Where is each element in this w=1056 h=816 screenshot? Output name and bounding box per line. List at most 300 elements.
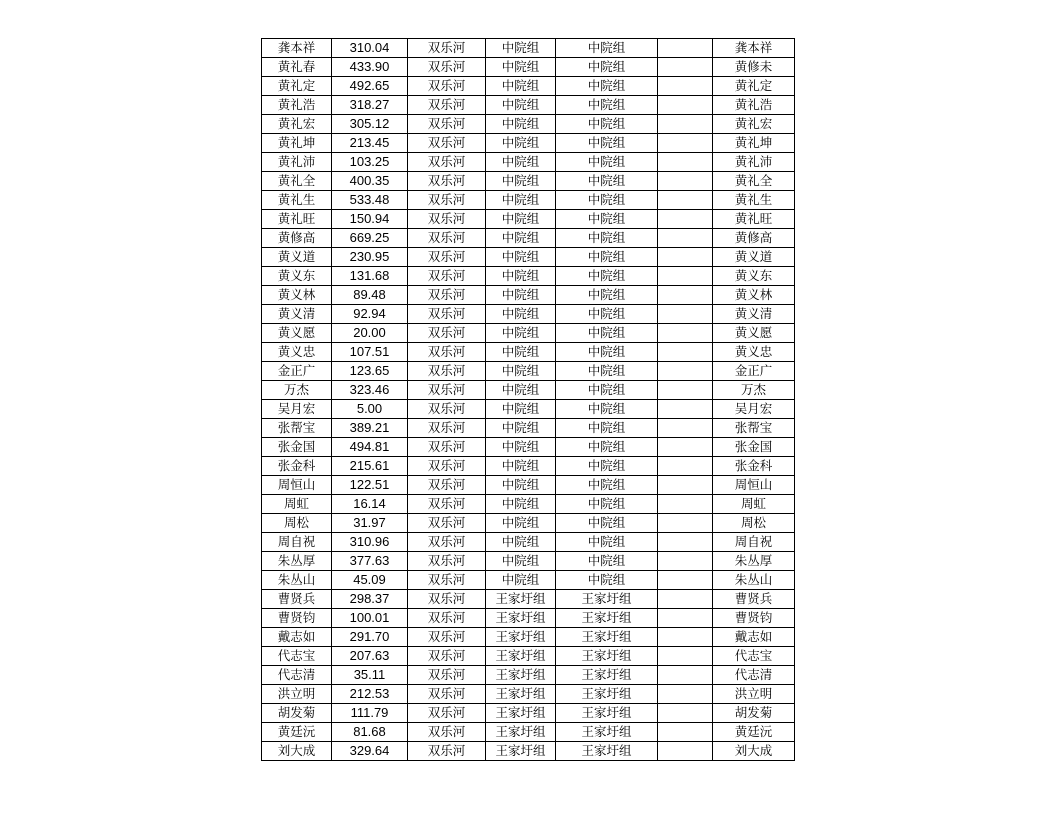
village-cell: 双乐河 xyxy=(408,267,486,286)
owner-cell: 黄礼全 xyxy=(713,172,795,191)
village-cell: 双乐河 xyxy=(408,742,486,761)
table-body xyxy=(262,39,795,761)
owner-cell: 代志清 xyxy=(713,666,795,685)
village-cell: 双乐河 xyxy=(408,533,486,552)
group2-cell: 中院组 xyxy=(556,77,658,96)
name-cell: 吴月宏 xyxy=(262,400,332,419)
area-cell: 215.61 xyxy=(332,457,408,476)
group-cell: 中院组 xyxy=(486,495,556,514)
area-cell: 310.96 xyxy=(332,533,408,552)
group2-cell: 中院组 xyxy=(556,438,658,457)
area-cell: 669.25 xyxy=(332,229,408,248)
owner-cell: 万杰 xyxy=(713,381,795,400)
village-cell: 双乐河 xyxy=(408,248,486,267)
village-cell: 双乐河 xyxy=(408,153,486,172)
table-row xyxy=(262,457,795,476)
group2-cell: 中院组 xyxy=(556,115,658,134)
blank-cell xyxy=(658,438,713,457)
village-cell: 双乐河 xyxy=(408,552,486,571)
owner-cell: 洪立明 xyxy=(713,685,795,704)
owner-cell: 周松 xyxy=(713,514,795,533)
group-cell: 中院组 xyxy=(486,39,556,58)
area-cell: 377.63 xyxy=(332,552,408,571)
village-cell: 双乐河 xyxy=(408,704,486,723)
name-cell: 周恒山 xyxy=(262,476,332,495)
blank-cell xyxy=(658,590,713,609)
area-cell: 5.00 xyxy=(332,400,408,419)
blank-cell xyxy=(658,723,713,742)
group2-cell: 中院组 xyxy=(556,571,658,590)
village-cell: 双乐河 xyxy=(408,115,486,134)
blank-cell xyxy=(658,153,713,172)
blank-cell xyxy=(658,362,713,381)
table-row xyxy=(262,723,795,742)
blank-cell xyxy=(658,267,713,286)
owner-cell: 黄礼定 xyxy=(713,77,795,96)
group-cell: 中院组 xyxy=(486,362,556,381)
group-cell: 中院组 xyxy=(486,286,556,305)
blank-cell xyxy=(658,210,713,229)
group-cell: 中院组 xyxy=(486,134,556,153)
owner-cell: 黄义道 xyxy=(713,248,795,267)
group2-cell: 中院组 xyxy=(556,381,658,400)
owner-cell: 胡发菊 xyxy=(713,704,795,723)
owner-cell: 周自祝 xyxy=(713,533,795,552)
blank-cell xyxy=(658,286,713,305)
village-cell: 双乐河 xyxy=(408,172,486,191)
blank-cell xyxy=(658,742,713,761)
group-cell: 王家圩组 xyxy=(486,647,556,666)
area-cell: 92.94 xyxy=(332,305,408,324)
village-cell: 双乐河 xyxy=(408,362,486,381)
name-cell: 黄礼旺 xyxy=(262,210,332,229)
group2-cell: 中院组 xyxy=(556,134,658,153)
group-cell: 中院组 xyxy=(486,343,556,362)
group2-cell: 中院组 xyxy=(556,96,658,115)
group2-cell: 王家圩组 xyxy=(556,742,658,761)
village-cell: 双乐河 xyxy=(408,96,486,115)
owner-cell: 黄礼旺 xyxy=(713,210,795,229)
owner-cell: 戴志如 xyxy=(713,628,795,647)
owner-cell: 代志宝 xyxy=(713,647,795,666)
village-cell: 双乐河 xyxy=(408,134,486,153)
name-cell: 黄义道 xyxy=(262,248,332,267)
group-cell: 中院组 xyxy=(486,324,556,343)
table-row xyxy=(262,742,795,761)
name-cell: 代志宝 xyxy=(262,647,332,666)
area-cell: 323.46 xyxy=(332,381,408,400)
table-row xyxy=(262,514,795,533)
name-cell: 黄礼定 xyxy=(262,77,332,96)
blank-cell xyxy=(658,248,713,267)
name-cell: 黄礼全 xyxy=(262,172,332,191)
area-cell: 305.12 xyxy=(332,115,408,134)
group-cell: 中院组 xyxy=(486,438,556,457)
village-cell: 双乐河 xyxy=(408,457,486,476)
name-cell: 黄义忠 xyxy=(262,343,332,362)
name-cell: 黄修高 xyxy=(262,229,332,248)
blank-cell xyxy=(658,134,713,153)
area-cell: 318.27 xyxy=(332,96,408,115)
village-cell: 双乐河 xyxy=(408,666,486,685)
table-row xyxy=(262,533,795,552)
area-cell: 291.70 xyxy=(332,628,408,647)
owner-cell: 张金科 xyxy=(713,457,795,476)
table-row xyxy=(262,609,795,628)
name-cell: 黄礼坤 xyxy=(262,134,332,153)
owner-cell: 黄礼坤 xyxy=(713,134,795,153)
group2-cell: 中院组 xyxy=(556,229,658,248)
group-cell: 王家圩组 xyxy=(486,685,556,704)
blank-cell xyxy=(658,115,713,134)
table-row xyxy=(262,172,795,191)
group2-cell: 中院组 xyxy=(556,153,658,172)
area-cell: 100.01 xyxy=(332,609,408,628)
area-cell: 230.95 xyxy=(332,248,408,267)
table-row xyxy=(262,248,795,267)
area-cell: 111.79 xyxy=(332,704,408,723)
area-cell: 131.68 xyxy=(332,267,408,286)
area-cell: 212.53 xyxy=(332,685,408,704)
name-cell: 龚本祥 xyxy=(262,39,332,58)
name-cell: 黄义林 xyxy=(262,286,332,305)
group-cell: 王家圩组 xyxy=(486,742,556,761)
area-cell: 400.35 xyxy=(332,172,408,191)
village-cell: 双乐河 xyxy=(408,229,486,248)
group-cell: 王家圩组 xyxy=(486,628,556,647)
group-cell: 中院组 xyxy=(486,571,556,590)
owner-cell: 曹贤兵 xyxy=(713,590,795,609)
blank-cell xyxy=(658,552,713,571)
owner-cell: 黄礼浩 xyxy=(713,96,795,115)
village-cell: 双乐河 xyxy=(408,77,486,96)
owner-cell: 黄修高 xyxy=(713,229,795,248)
group2-cell: 中院组 xyxy=(556,476,658,495)
blank-cell xyxy=(658,419,713,438)
village-cell: 双乐河 xyxy=(408,343,486,362)
area-cell: 107.51 xyxy=(332,343,408,362)
group2-cell: 王家圩组 xyxy=(556,609,658,628)
table-row xyxy=(262,115,795,134)
group2-cell: 中院组 xyxy=(556,552,658,571)
group2-cell: 中院组 xyxy=(556,248,658,267)
group2-cell: 中院组 xyxy=(556,533,658,552)
village-cell: 双乐河 xyxy=(408,286,486,305)
village-cell: 双乐河 xyxy=(408,305,486,324)
group-cell: 中院组 xyxy=(486,229,556,248)
area-cell: 31.97 xyxy=(332,514,408,533)
table-row xyxy=(262,704,795,723)
name-cell: 朱丛厚 xyxy=(262,552,332,571)
group2-cell: 中院组 xyxy=(556,286,658,305)
area-cell: 329.64 xyxy=(332,742,408,761)
group2-cell: 王家圩组 xyxy=(556,628,658,647)
table-row xyxy=(262,153,795,172)
table-row xyxy=(262,400,795,419)
table-row xyxy=(262,666,795,685)
name-cell: 万杰 xyxy=(262,381,332,400)
area-cell: 492.65 xyxy=(332,77,408,96)
area-cell: 16.14 xyxy=(332,495,408,514)
group-cell: 中院组 xyxy=(486,77,556,96)
area-cell: 207.63 xyxy=(332,647,408,666)
table-row xyxy=(262,96,795,115)
table-row xyxy=(262,343,795,362)
village-cell: 双乐河 xyxy=(408,609,486,628)
village-cell: 双乐河 xyxy=(408,590,486,609)
area-cell: 213.45 xyxy=(332,134,408,153)
owner-cell: 黄修未 xyxy=(713,58,795,77)
owner-cell: 黄义忠 xyxy=(713,343,795,362)
name-cell: 朱丛山 xyxy=(262,571,332,590)
blank-cell xyxy=(658,229,713,248)
group2-cell: 中院组 xyxy=(556,305,658,324)
blank-cell xyxy=(658,533,713,552)
group-cell: 中院组 xyxy=(486,153,556,172)
group2-cell: 中院组 xyxy=(556,457,658,476)
blank-cell xyxy=(658,495,713,514)
area-cell: 20.00 xyxy=(332,324,408,343)
name-cell: 黄礼沛 xyxy=(262,153,332,172)
table-row xyxy=(262,419,795,438)
group2-cell: 中院组 xyxy=(556,362,658,381)
name-cell: 曹贤兵 xyxy=(262,590,332,609)
blank-cell xyxy=(658,381,713,400)
area-cell: 298.37 xyxy=(332,590,408,609)
group-cell: 王家圩组 xyxy=(486,590,556,609)
group2-cell: 中院组 xyxy=(556,495,658,514)
group-cell: 王家圩组 xyxy=(486,723,556,742)
table-row xyxy=(262,590,795,609)
village-cell: 双乐河 xyxy=(408,191,486,210)
name-cell: 刘大成 xyxy=(262,742,332,761)
group-cell: 中院组 xyxy=(486,96,556,115)
area-cell: 533.48 xyxy=(332,191,408,210)
group2-cell: 王家圩组 xyxy=(556,590,658,609)
name-cell: 黄义东 xyxy=(262,267,332,286)
name-cell: 黄义愿 xyxy=(262,324,332,343)
blank-cell xyxy=(658,96,713,115)
owner-cell: 朱丛厚 xyxy=(713,552,795,571)
village-cell: 双乐河 xyxy=(408,210,486,229)
blank-cell xyxy=(658,400,713,419)
name-cell: 张金科 xyxy=(262,457,332,476)
table-row xyxy=(262,476,795,495)
group-cell: 中院组 xyxy=(486,514,556,533)
group2-cell: 王家圩组 xyxy=(556,723,658,742)
area-cell: 494.81 xyxy=(332,438,408,457)
group-cell: 中院组 xyxy=(486,457,556,476)
owner-cell: 周恒山 xyxy=(713,476,795,495)
table-row xyxy=(262,571,795,590)
village-cell: 双乐河 xyxy=(408,438,486,457)
table-row xyxy=(262,495,795,514)
owner-cell: 金正广 xyxy=(713,362,795,381)
group2-cell: 中院组 xyxy=(556,267,658,286)
blank-cell xyxy=(658,628,713,647)
name-cell: 曹贤钧 xyxy=(262,609,332,628)
owner-cell: 龚本祥 xyxy=(713,39,795,58)
area-cell: 310.04 xyxy=(332,39,408,58)
blank-cell xyxy=(658,77,713,96)
village-cell: 双乐河 xyxy=(408,381,486,400)
name-cell: 胡发菊 xyxy=(262,704,332,723)
name-cell: 黄廷沅 xyxy=(262,723,332,742)
group2-cell: 中院组 xyxy=(556,343,658,362)
group2-cell: 王家圩组 xyxy=(556,704,658,723)
group-cell: 中院组 xyxy=(486,115,556,134)
name-cell: 周虹 xyxy=(262,495,332,514)
group-cell: 王家圩组 xyxy=(486,609,556,628)
group-cell: 中院组 xyxy=(486,305,556,324)
area-cell: 123.65 xyxy=(332,362,408,381)
group-cell: 中院组 xyxy=(486,552,556,571)
village-cell: 双乐河 xyxy=(408,628,486,647)
group2-cell: 王家圩组 xyxy=(556,666,658,685)
blank-cell xyxy=(658,457,713,476)
group-cell: 中院组 xyxy=(486,248,556,267)
table-row xyxy=(262,77,795,96)
group-cell: 中院组 xyxy=(486,381,556,400)
area-cell: 389.21 xyxy=(332,419,408,438)
name-cell: 周自祝 xyxy=(262,533,332,552)
village-cell: 双乐河 xyxy=(408,571,486,590)
blank-cell xyxy=(658,172,713,191)
village-cell: 双乐河 xyxy=(408,647,486,666)
group-cell: 中院组 xyxy=(486,210,556,229)
blank-cell xyxy=(658,476,713,495)
name-cell: 张帮宝 xyxy=(262,419,332,438)
name-cell: 洪立明 xyxy=(262,685,332,704)
name-cell: 黄礼浩 xyxy=(262,96,332,115)
group-cell: 中院组 xyxy=(486,476,556,495)
owner-cell: 曹贤钧 xyxy=(713,609,795,628)
village-cell: 双乐河 xyxy=(408,39,486,58)
village-cell: 双乐河 xyxy=(408,685,486,704)
owner-cell: 朱丛山 xyxy=(713,571,795,590)
blank-cell xyxy=(658,571,713,590)
village-cell: 双乐河 xyxy=(408,324,486,343)
table-row xyxy=(262,685,795,704)
group-cell: 中院组 xyxy=(486,533,556,552)
village-cell: 双乐河 xyxy=(408,514,486,533)
blank-cell xyxy=(658,191,713,210)
group2-cell: 中院组 xyxy=(556,514,658,533)
group-cell: 中院组 xyxy=(486,267,556,286)
table-row xyxy=(262,267,795,286)
owner-cell: 刘大成 xyxy=(713,742,795,761)
owner-cell: 黄义清 xyxy=(713,305,795,324)
blank-cell xyxy=(658,647,713,666)
owner-cell: 黄义愿 xyxy=(713,324,795,343)
area-cell: 150.94 xyxy=(332,210,408,229)
owner-cell: 周虹 xyxy=(713,495,795,514)
table-row xyxy=(262,58,795,77)
table-row xyxy=(262,552,795,571)
owner-cell: 黄礼生 xyxy=(713,191,795,210)
village-cell: 双乐河 xyxy=(408,495,486,514)
group-cell: 中院组 xyxy=(486,400,556,419)
table-row xyxy=(262,229,795,248)
name-cell: 张金国 xyxy=(262,438,332,457)
group2-cell: 王家圩组 xyxy=(556,647,658,666)
blank-cell xyxy=(658,343,713,362)
area-cell: 89.48 xyxy=(332,286,408,305)
group2-cell: 王家圩组 xyxy=(556,685,658,704)
group-cell: 中院组 xyxy=(486,172,556,191)
table-row xyxy=(262,438,795,457)
group-cell: 中院组 xyxy=(486,191,556,210)
area-cell: 122.51 xyxy=(332,476,408,495)
group2-cell: 中院组 xyxy=(556,400,658,419)
area-cell: 45.09 xyxy=(332,571,408,590)
group2-cell: 中院组 xyxy=(556,172,658,191)
name-cell: 黄礼生 xyxy=(262,191,332,210)
area-cell: 35.11 xyxy=(332,666,408,685)
group2-cell: 中院组 xyxy=(556,191,658,210)
blank-cell xyxy=(658,514,713,533)
table-row xyxy=(262,39,795,58)
owner-cell: 张金国 xyxy=(713,438,795,457)
blank-cell xyxy=(658,666,713,685)
table-row xyxy=(262,286,795,305)
owner-cell: 黄义林 xyxy=(713,286,795,305)
group-cell: 王家圩组 xyxy=(486,666,556,685)
table-row xyxy=(262,134,795,153)
table-row xyxy=(262,305,795,324)
owner-cell: 黄廷沅 xyxy=(713,723,795,742)
group2-cell: 中院组 xyxy=(556,58,658,77)
village-cell: 双乐河 xyxy=(408,723,486,742)
group2-cell: 中院组 xyxy=(556,210,658,229)
group2-cell: 中院组 xyxy=(556,419,658,438)
blank-cell xyxy=(658,39,713,58)
name-cell: 黄义清 xyxy=(262,305,332,324)
group2-cell: 中院组 xyxy=(556,324,658,343)
village-cell: 双乐河 xyxy=(408,419,486,438)
owner-cell: 吴月宏 xyxy=(713,400,795,419)
blank-cell xyxy=(658,685,713,704)
owner-cell: 黄义东 xyxy=(713,267,795,286)
group-cell: 王家圩组 xyxy=(486,704,556,723)
table-row xyxy=(262,362,795,381)
blank-cell xyxy=(658,58,713,77)
table-row xyxy=(262,381,795,400)
owner-cell: 黄礼沛 xyxy=(713,153,795,172)
blank-cell xyxy=(658,324,713,343)
name-cell: 黄礼宏 xyxy=(262,115,332,134)
group-cell: 中院组 xyxy=(486,419,556,438)
village-cell: 双乐河 xyxy=(408,400,486,419)
group2-cell: 中院组 xyxy=(556,39,658,58)
table-row xyxy=(262,628,795,647)
name-cell: 黄礼春 xyxy=(262,58,332,77)
name-cell: 周松 xyxy=(262,514,332,533)
land-register-table xyxy=(261,38,795,761)
blank-cell xyxy=(658,305,713,324)
table-row xyxy=(262,647,795,666)
owner-cell: 张帮宝 xyxy=(713,419,795,438)
table-row xyxy=(262,324,795,343)
name-cell: 戴志如 xyxy=(262,628,332,647)
blank-cell xyxy=(658,704,713,723)
area-cell: 81.68 xyxy=(332,723,408,742)
group-cell: 中院组 xyxy=(486,58,556,77)
village-cell: 双乐河 xyxy=(408,58,486,77)
area-cell: 103.25 xyxy=(332,153,408,172)
table-row xyxy=(262,210,795,229)
table-row xyxy=(262,191,795,210)
